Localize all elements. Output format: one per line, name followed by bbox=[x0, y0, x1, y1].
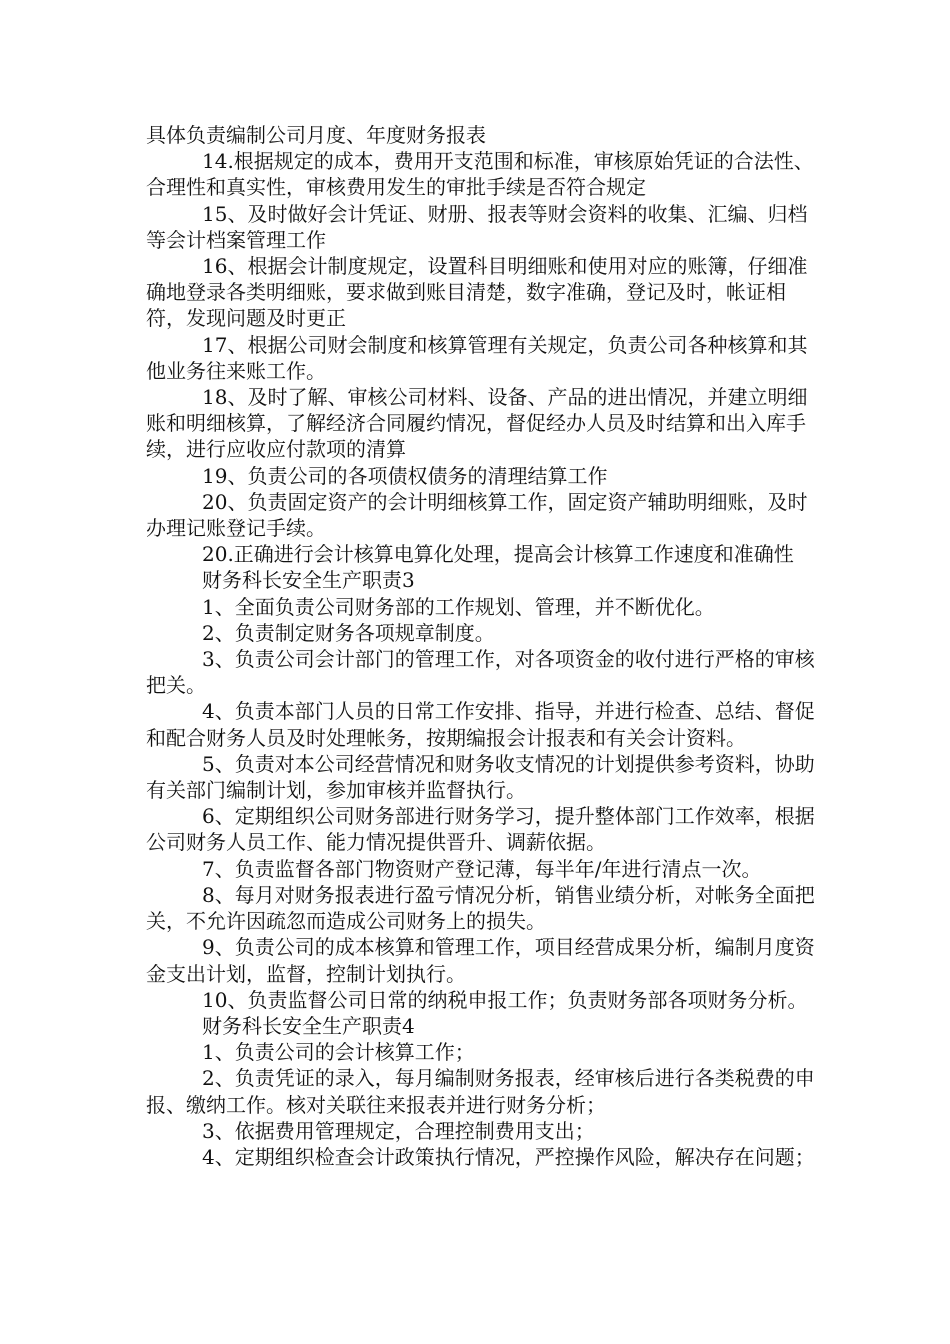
paragraph: 5、负责对本公司经营情况和财务收支情况的计划提供参考资料，协助有关部门编制计划，参加审核并监督执行。 bbox=[146, 751, 815, 803]
paragraph: 17、根据公司财会制度和核算管理有关规定，负责公司各种核算和其他业务往来账工作。 bbox=[146, 332, 808, 383]
paragraph: 1、负责公司的会计核算工作； bbox=[202, 1040, 475, 1065]
paragraph: 19、负责公司的各项债权债务的清理结算工作 bbox=[202, 463, 608, 488]
section-heading: 财务科长安全生产职责3 bbox=[202, 568, 415, 593]
paragraph: 2、负责制定财务各项规章制度。 bbox=[202, 620, 495, 645]
paragraph: 3、依据费用管理规定，合理控制费用支出； bbox=[202, 1118, 595, 1143]
paragraph: 14.根据规定的成本，费用开支范围和标准，审核原始凭证的合法性、合理性和真实性，审核费用发生的审批手续是否符合规定 bbox=[146, 149, 814, 200]
paragraph: 8、每月对财务报表进行盈亏情况分析，销售业绩分析，对帐务全面把关，不允许因疏忽而造成公司财务上的损失。 bbox=[146, 882, 815, 934]
paragraph: 2、负责凭证的录入，每月编制财务报表，经审核后进行各类税费的申报、缴纳工作。核对关联往来报表并进行财务分析； bbox=[146, 1066, 815, 1117]
paragraph: 20.正确进行会计核算电算化处理，提高会计核算工作速度和准确性 bbox=[202, 542, 794, 567]
paragraph: 20、负责固定资产的会计明细核算工作，固定资产辅助明细账，及时办理记账登记手续。 bbox=[146, 489, 808, 541]
paragraph: 10、负责监督公司日常的纳税申报工作；负责财务部各项财务分析。 bbox=[202, 987, 808, 1012]
paragraph: 4、负责本部门人员的日常工作安排、指导，并进行检查、总结、督促和配合财务人员及时处理帐务，按期编报会计报表和有关会计资料。 bbox=[146, 699, 815, 750]
paragraph: 15、及时做好会计凭证、财册、报表等财会资料的收集、汇编、归档等会计档案管理工作 bbox=[146, 201, 808, 252]
paragraph: 6、定期组织公司财务部进行财务学习，提升整体部门工作效率，根据公司财务人员工作、能力情况提供晋升、调薪依据。 bbox=[146, 804, 815, 855]
section-heading: 财务科长安全生产职责4 bbox=[202, 1013, 415, 1038]
document-body bbox=[146, 122, 818, 1170]
paragraph: 3、负责公司会计部门的管理工作，对各项资金的收付进行严格的审核把关。 bbox=[146, 647, 815, 698]
paragraph: 18、及时了解、审核公司材料、设备、产品的进出情况，并建立明细账和明细核算，了解经济合同履约情况，督促经办人员及时结算和出入库手续，进行应收应付款项的清算 bbox=[146, 385, 808, 462]
paragraph: 具体负责编制公司月度、年度财务报表 bbox=[146, 123, 486, 147]
paragraph: 7、负责监督各部门物资财产登记薄，每半年/年进行清点一次。 bbox=[202, 856, 762, 881]
paragraph: 4、定期组织检查会计政策执行情况，严控操作风险，解决存在问题； bbox=[202, 1144, 815, 1169]
paragraph: 1、全面负责公司财务部的工作规划、管理，并不断优化。 bbox=[202, 594, 715, 619]
paragraph: 9、负责公司的成本核算和管理工作，项目经营成果分析，编制月度资金支出计划，监督，控制计划执行。 bbox=[146, 935, 815, 986]
paragraph: 16、根据会计制度规定，设置科目明细账和使用对应的账簿，仔细准确地登录各类明细账，要求做到账目清楚，数字准确，登记及时，帐证相符，发现问题及时更正 bbox=[146, 254, 808, 331]
